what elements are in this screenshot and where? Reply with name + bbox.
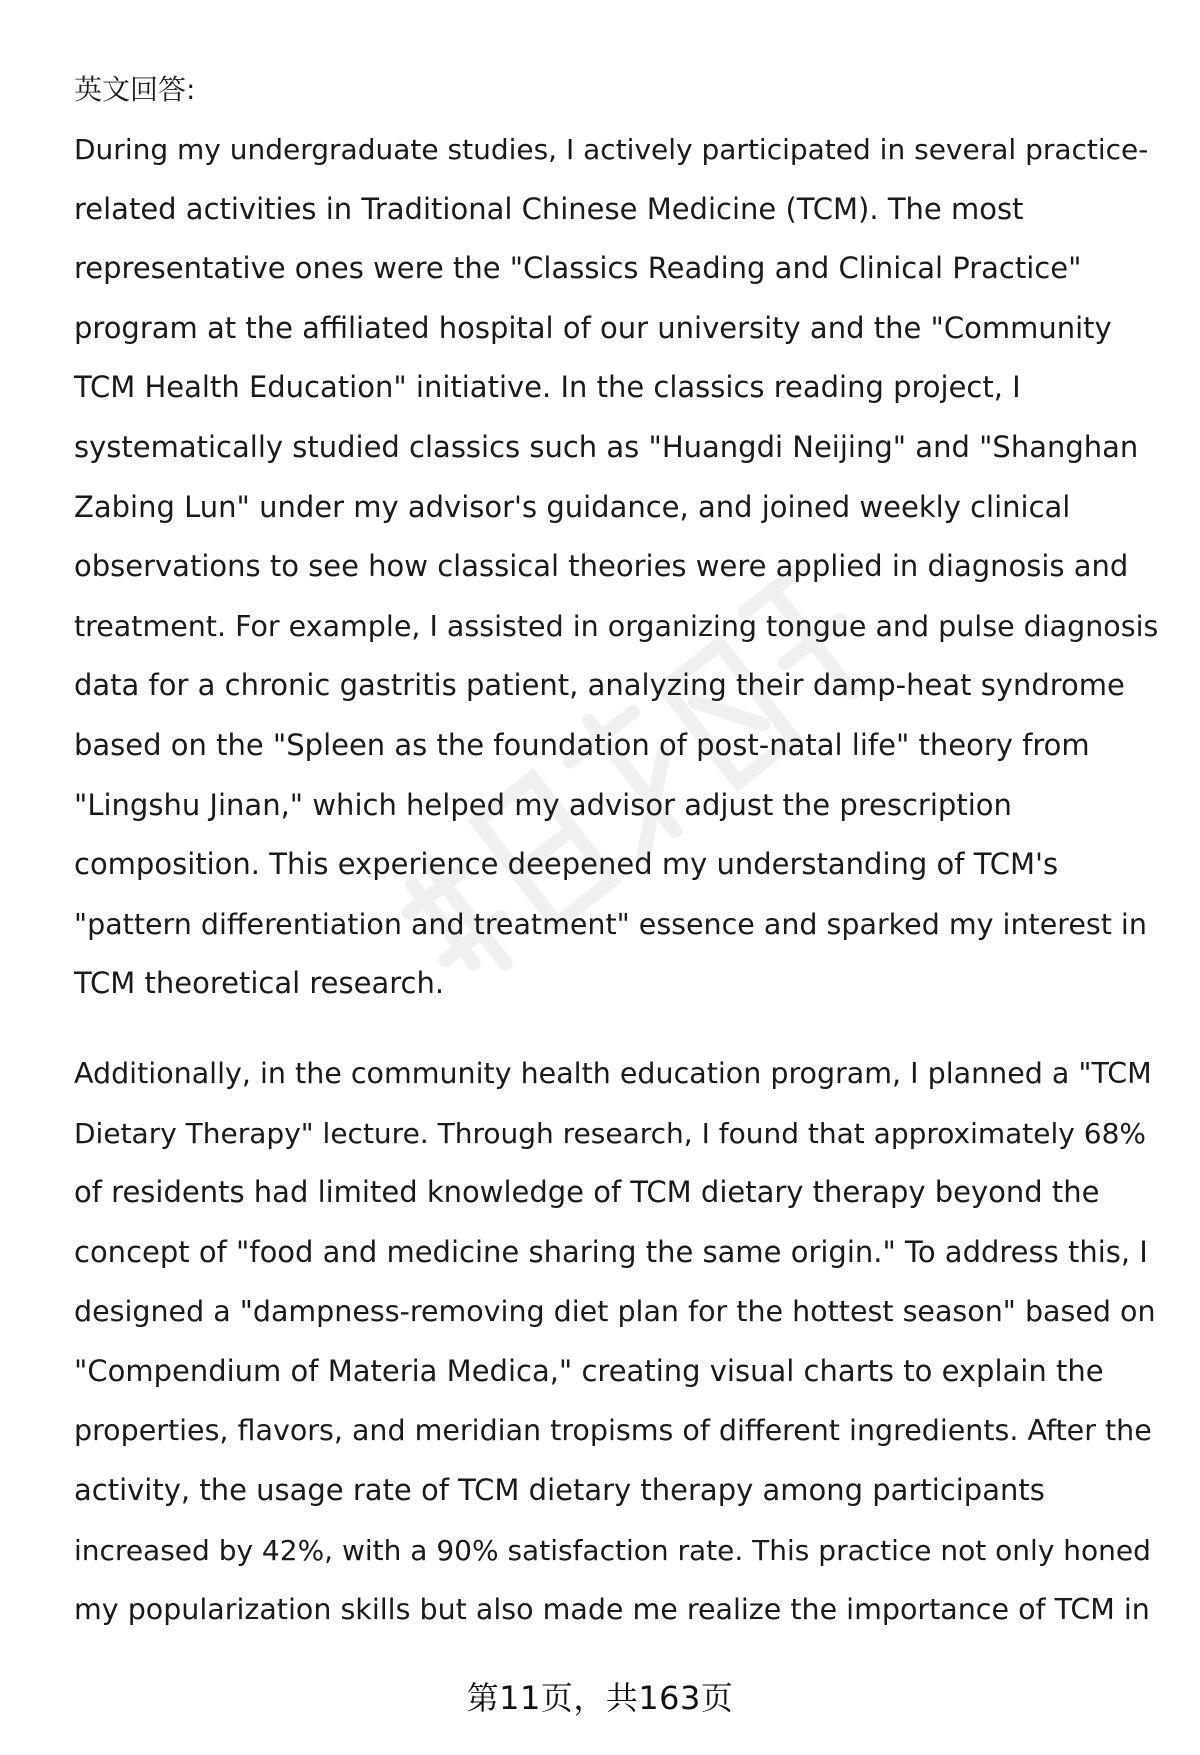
text-line: Dietary Therapy" lecture. Through research, I found that approximately 68%	[74, 1116, 1146, 1150]
text-line: properties, flavors, and meridian tropisms of different ingredients. After the	[74, 1414, 1152, 1448]
text-line: designed a "dampness-removing diet plan for the hottest season" based on	[74, 1295, 1156, 1329]
text-line: my popularization skills but also made me realize the importance of TCM in	[74, 1593, 1150, 1627]
text-line: concept of "food and medicine sharing the same origin." To address this, I	[74, 1234, 1148, 1269]
text-line: data for a chronic gastritis patient, analyzing their damp-heat syndrome	[74, 668, 1125, 703]
text-line: "Lingshu Jinan," which helped my advisor adjust the prescription	[74, 787, 1012, 822]
text-line: treatment. For example, I assisted in organizing tongue and pulse diagnosis	[74, 609, 1159, 643]
text-line: Additionally, in the community health education program, I planned a "TCM	[74, 1056, 1152, 1090]
text-line: increased by 42%, with a 90% satisfaction rate. This practice not only honed	[74, 1533, 1151, 1567]
text-line: TCM theoretical research.	[74, 966, 445, 1001]
text-line: TCM Health Education" initiative. In the classics reading project, I	[74, 370, 1021, 405]
page-number-footer: 第11页，共163页	[466, 1679, 734, 1717]
text-line: program at the affiliated hospital of our university and the "Community	[74, 310, 1112, 345]
text-line: "pattern differentiation and treatment" essence and sparked my interest in	[74, 907, 1147, 941]
text-line: based on the "Spleen as the foundation of post-natal life" theory from	[74, 727, 1090, 762]
text-line: composition. This experience deepened my understanding of TCM's	[74, 847, 1059, 882]
text-line: systematically studied classics such as "Huangdi Neijing" and "Shanghan	[74, 429, 1139, 464]
text-line: During my undergraduate studies, I actively participated in several practice-	[74, 133, 1149, 166]
document-body	[74, 60, 1164, 1640]
text-line: related activities in Traditional Chinese Medicine (TCM). The most	[74, 191, 1024, 226]
text-line: of residents had limited knowledge of TCM dietary therapy beyond the	[74, 1175, 1100, 1210]
text-line: representative ones were the "Classics Reading and Clinical Practice"	[74, 251, 1082, 286]
paragraph-1	[74, 120, 1164, 1014]
text-line: Zabing Lun" under my advisor's guidance, and joined weekly clinical	[74, 489, 1071, 524]
paragraph-2	[74, 1044, 1164, 1640]
text-line: "Compendium of Materia Medica," creating visual charts to explain the	[74, 1353, 1104, 1388]
text-line: activity, the usage rate of TCM dietary therapy among participants	[74, 1473, 1045, 1508]
section-heading: 英文回答:	[74, 73, 196, 106]
text-line: observations to see how classical theories were applied in diagnosis and	[74, 549, 1129, 584]
